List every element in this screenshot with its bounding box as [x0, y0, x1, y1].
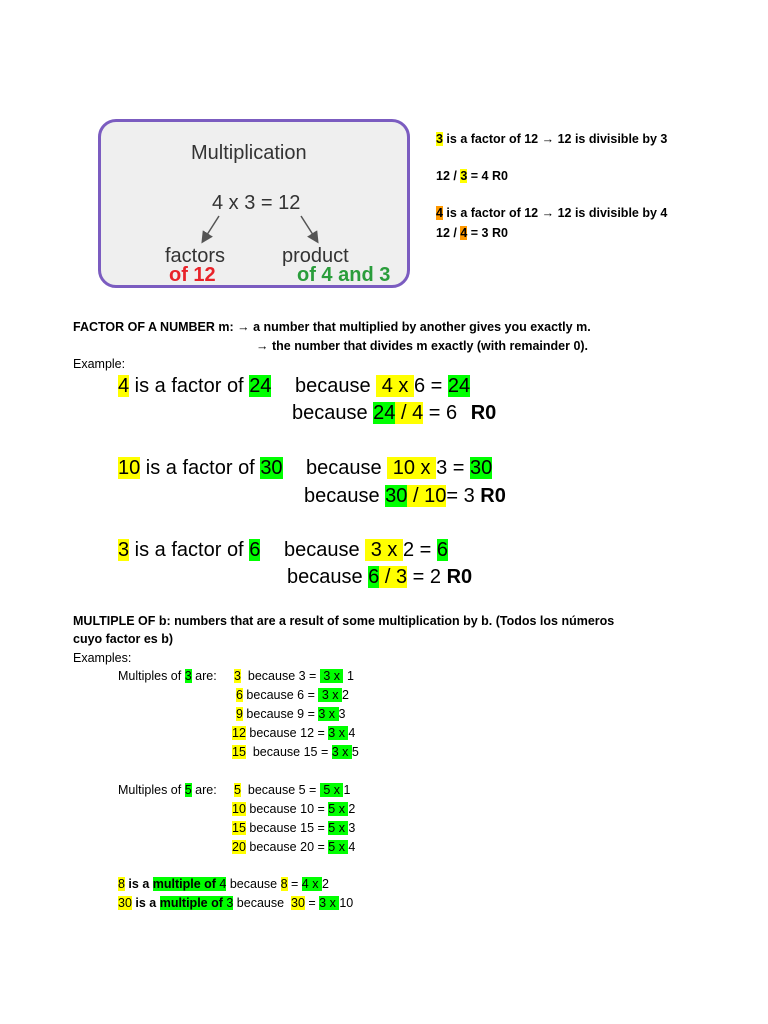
- factor-example-2: [118, 457, 283, 480]
- example-label: Example:: [73, 357, 126, 371]
- label-text: are:: [191, 783, 217, 797]
- example-factor: 10: [118, 457, 141, 479]
- statement-number: 8: [280, 877, 288, 891]
- mul-factor: 4: [348, 726, 356, 740]
- multiple-value: 12: [232, 726, 246, 740]
- because-text: because 15 =: [245, 745, 332, 759]
- statement-text: is a: [124, 877, 153, 891]
- statement-number: 30: [291, 896, 305, 910]
- mul-factor: 1: [343, 669, 354, 683]
- factors-label: factors: [165, 245, 226, 267]
- div-rest: = 3: [446, 485, 481, 507]
- mul-factor: 2: [321, 877, 329, 891]
- note-text: = 4 R0: [467, 169, 508, 183]
- list-item: [234, 669, 354, 683]
- mul-term: 5 x: [328, 821, 349, 835]
- mul-factor: 3: [338, 707, 346, 721]
- note-text: is a factor of 12 → 12 is divisible by 4: [442, 206, 668, 220]
- arrow-left: [203, 216, 219, 241]
- because-text: because 10 =: [245, 802, 329, 816]
- multiple-value: 15: [232, 821, 246, 835]
- base-number: 5: [184, 783, 192, 797]
- div-dividend: 24: [373, 402, 396, 424]
- because-text: because: [295, 375, 377, 397]
- div-divisor: / 4: [395, 402, 424, 424]
- mul-term: 4 x: [301, 877, 322, 891]
- multiples-of-3-label: [118, 669, 217, 683]
- div-rest: = 6: [423, 402, 463, 424]
- side-note-2: [436, 169, 508, 183]
- mul-term: 4 x: [376, 375, 414, 397]
- factor-definition-line2: → the number that divides m exactly (with remainder 0).: [256, 339, 589, 353]
- list-item: [236, 688, 349, 702]
- side-note-1: [436, 132, 667, 146]
- multiple-definition-line2: cuyo factor es b): [73, 632, 174, 646]
- because-text: because: [233, 896, 292, 910]
- because-text: because 15 =: [245, 821, 329, 835]
- statement-text: is a: [131, 896, 160, 910]
- factor-example-2-mul: [306, 457, 492, 480]
- remainder: R0: [480, 485, 506, 507]
- factor-example-3: [118, 539, 260, 562]
- mul-factor: 2: [348, 802, 356, 816]
- factor-example-3-div: [287, 566, 472, 589]
- note-text: 12 /: [436, 169, 461, 183]
- mul-term: 3 x: [318, 707, 339, 721]
- mul-factor: 2: [341, 688, 349, 702]
- because-text: because 3 =: [240, 669, 320, 683]
- mul-term: 5 x: [328, 840, 349, 854]
- multiple-value: 5: [234, 783, 241, 797]
- mul-term: 3 x: [328, 726, 349, 740]
- note-text: is a factor of 12 → 12 is divisible by 3: [442, 132, 668, 146]
- multiplication-card: [98, 119, 410, 288]
- example-factor: 4: [118, 375, 130, 397]
- note-text: = 3 R0: [467, 226, 508, 240]
- card-title: Multiplication: [191, 142, 307, 164]
- list-item: [236, 707, 345, 721]
- because-text: because 20 =: [245, 840, 329, 854]
- label-text: Multiples of: [118, 783, 185, 797]
- mul-factor: 3: [348, 821, 356, 835]
- list-item: [232, 840, 355, 854]
- mul-term: 3 x: [318, 688, 342, 702]
- div-dividend: 30: [385, 485, 408, 507]
- statement-number: 8: [118, 877, 125, 891]
- mul-term: 10 x: [387, 457, 437, 479]
- because-text: because 6 =: [242, 688, 319, 702]
- multiple-statement-1: [118, 877, 329, 891]
- mul-term: 3 x: [365, 539, 403, 561]
- arrow-right: [301, 216, 317, 241]
- mul-rest: 6 =: [413, 375, 448, 397]
- product-label: product: [282, 245, 349, 267]
- div-rest: = 2: [407, 566, 447, 588]
- example-text: is a factor of: [140, 457, 261, 479]
- because-text: because: [284, 539, 366, 561]
- div-divisor: / 10: [407, 485, 447, 507]
- remainder: R0: [446, 566, 473, 588]
- statement-number: 30: [118, 896, 132, 910]
- remainder: R0: [470, 402, 497, 424]
- example-number: 24: [249, 375, 272, 397]
- label-text: are:: [191, 669, 217, 683]
- mul-factor: 1: [343, 783, 351, 797]
- list-item: [232, 802, 355, 816]
- div-dividend: 6: [368, 566, 380, 588]
- mul-term: 5 x: [319, 783, 344, 797]
- example-factor: 3: [118, 539, 130, 561]
- list-item: [232, 745, 359, 759]
- mul-factor: 5: [351, 745, 359, 759]
- because-text: because: [287, 566, 369, 588]
- example-text: is a factor of: [129, 539, 250, 561]
- multiple-definition-line1: MULTIPLE OF b: numbers that are a result of some multiplication by b. (Todos los números: [73, 614, 615, 628]
- because-text: because: [306, 457, 388, 479]
- side-note-3: [436, 206, 667, 220]
- factor-example-1-div: [292, 402, 496, 425]
- multiples-of-5-label: [118, 783, 217, 797]
- product-sub: of 4 and 3: [297, 264, 391, 286]
- mul-result: 30: [470, 457, 493, 479]
- because-text: because 12 =: [245, 726, 329, 740]
- highlight-number: 3: [436, 132, 443, 146]
- highlight-number: 4: [436, 206, 443, 220]
- mul-rest: 3 =: [436, 457, 471, 479]
- side-note-4: [436, 226, 508, 240]
- because-text: because 5 =: [240, 783, 320, 797]
- mul-rest: 2 =: [402, 539, 437, 561]
- list-item: [234, 783, 350, 797]
- multiple-value: 3: [234, 669, 241, 683]
- factor-definition-line1: FACTOR OF A NUMBER m: → a number that multiplied by another gives you exactly m.: [73, 320, 591, 334]
- mul-term: 3 x: [319, 896, 340, 910]
- multiple-value: 10: [232, 802, 246, 816]
- example-text: is a factor of: [129, 375, 250, 397]
- multiple-value: 9: [236, 707, 243, 721]
- factors-sub: of 12: [169, 264, 216, 286]
- base-number: 3: [184, 669, 192, 683]
- because-text: because: [292, 402, 374, 424]
- list-item: [232, 726, 355, 740]
- equals-text: =: [304, 896, 320, 910]
- div-divisor: / 3: [379, 566, 408, 588]
- highlight-number: 4: [460, 226, 468, 240]
- base-number: 3: [226, 896, 234, 910]
- mul-term: 3 x: [319, 669, 344, 683]
- list-item: [232, 821, 355, 835]
- example-number: 6: [249, 539, 261, 561]
- card-equation: 4 x 3 = 12: [212, 192, 301, 214]
- mul-result: 24: [447, 375, 471, 397]
- multiple-value: 20: [232, 840, 246, 854]
- example-number: 30: [260, 457, 283, 479]
- multiple-of-text: multiple of: [159, 896, 227, 910]
- multiple-value: 6: [236, 688, 243, 702]
- factor-example-2-div: [304, 485, 506, 508]
- factor-example-1-mul: [295, 375, 470, 398]
- mul-result: 6: [436, 539, 449, 561]
- because-text: because: [304, 485, 386, 507]
- note-text: 12 /: [436, 226, 461, 240]
- mul-factor: 10: [339, 896, 354, 910]
- mul-term: 5 x: [328, 802, 349, 816]
- multiple-statement-2: [118, 896, 353, 910]
- equals-text: =: [287, 877, 302, 891]
- label-text: Multiples of: [118, 669, 185, 683]
- base-number: 4: [219, 877, 227, 891]
- multiple-value: 15: [232, 745, 246, 759]
- mul-term: 3 x: [331, 745, 352, 759]
- highlight-number: 3: [460, 169, 468, 183]
- because-text: because 9 =: [242, 707, 319, 721]
- because-text: because: [226, 877, 281, 891]
- multiple-of-text: multiple of: [152, 877, 220, 891]
- factor-example-3-mul: [284, 539, 448, 562]
- mul-factor: 4: [348, 840, 356, 854]
- factor-example-1: [118, 375, 271, 398]
- examples-label: Examples:: [73, 651, 132, 665]
